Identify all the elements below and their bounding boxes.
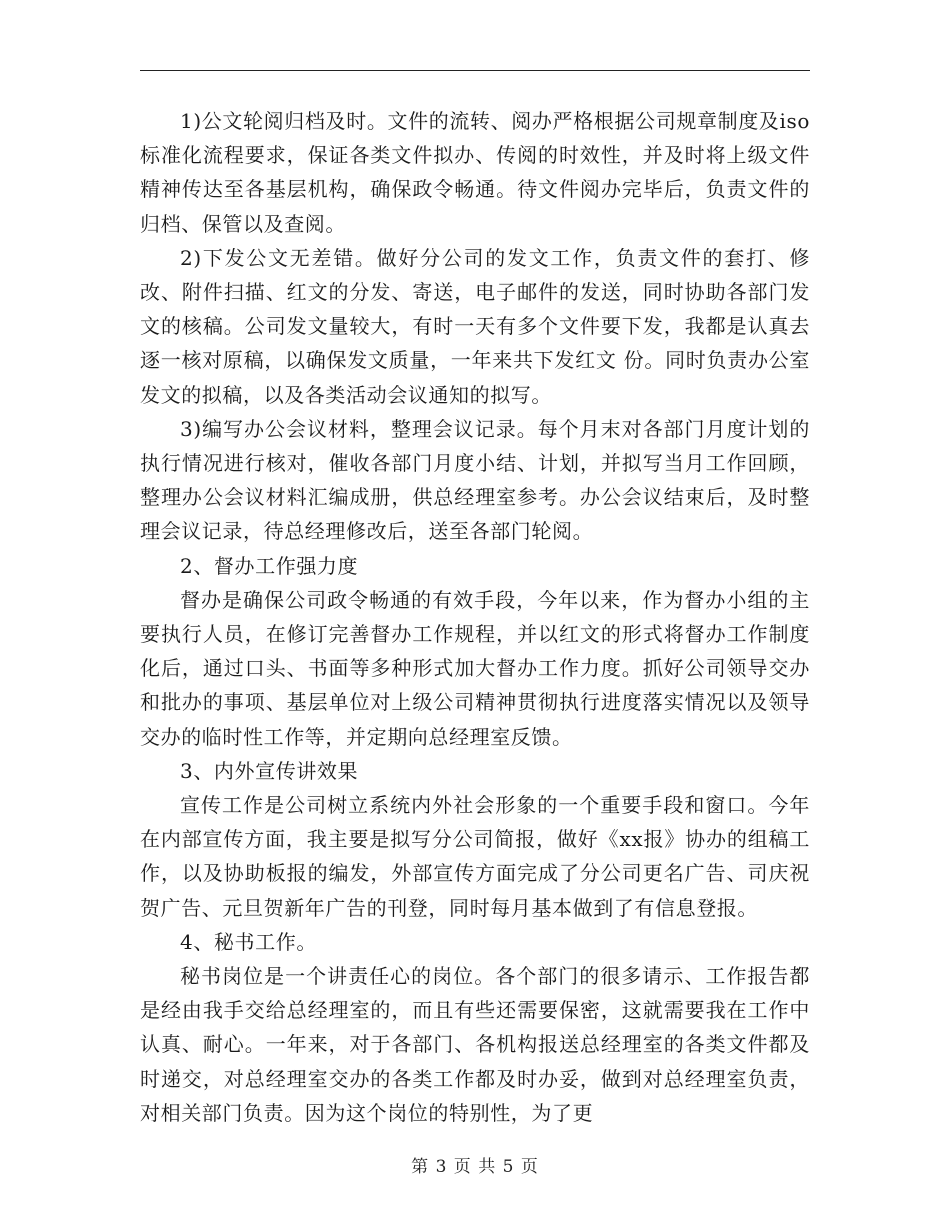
section-heading-publicity: 3、内外宣传讲效果 (180, 758, 359, 783)
section-heading-secretary: 4、秘书工作。 (180, 929, 317, 954)
paragraph-dispatch: 2)下发公文无差错。做好分公司的发文工作，负责文件的套打、修改、附件扫描、红文的分发、寄送，电子邮件的发送，同时协助各部门发文的核稿。公司发文量较大，有时一天有多个文件要下发，我都是认真去逐一核对原稿，以确保发文质量，一年来共下发红文 份。同时负责办公室发文的拟稿，以及各类活动会议通知的拟写。 (140, 245, 810, 407)
section-heading-supervision: 2、督办工作强力度 (180, 553, 359, 578)
header-rule (140, 70, 810, 71)
paragraph-secretary: 秘书岗位是一个讲责任心的岗位。各个部门的很多请示、工作报告都是经由我手交给总经理室的，而且有些还需要保密，这就需要我在工作中认真、耐心。一年来，对于各部门、各机构报送总经理室的各类文件都及时递交，对总经理室交办的各类工作都及时办妥，做到对总经理室负责，对相关部门负责。因为这个岗位的特别性，为了更 (140, 964, 810, 1125)
paragraph-archive: 1)公文轮阅归档及时。文件的流转、阅办严格根据公司规章制度及iso标准化流程要求，保证各类文件拟办、传阅的时效性，并及时将上级文件精神传达至各基层机构，确保政令畅通。待文件阅办完毕后，负责文件的归档、保管以及查阅。 (140, 109, 810, 236)
paragraph-supervision: 督办是确保公司政令畅通的有效手段，今年以来，作为督办小组的主要执行人员，在修订完善督办工作规程，并以红文的形式将督办工作制度化后，通过口头、书面等多种形式加大督办工作力度。抓好公司领导交办和批办的事项、基层单位对上级公司精神贯彻执行进度落实情况以及领导交办的临时性工作等，并定期向总经理室反馈。 (140, 587, 810, 749)
page-number-footer: 第 3 页 共 5 页 (411, 1157, 539, 1177)
paragraph-publicity: 宣传工作是公司树立系统内外社会形象的一个重要手段和窗口。今年在内部宣传方面，我主要是拟写分公司简报，做好《xx报》协办的组稿工作，以及协助板报的编发，外部宣传方面完成了分公司更名广告、司庆祝贺广告、元旦贺新年广告的刊登，同时每月基本做到了有信息登报。 (140, 793, 810, 920)
document-body (140, 104, 810, 1130)
paragraph-meeting: 3)编写办公会议材料，整理会议记录。每个月末对各部门月度计划的执行情况进行核对，催收各部门月度小结、计划，并拟写当月工作回顾，整理办公会议材料汇编成册，供总经理室参考。办公会议结束后，及时整理会议记录，待总经理修改后，送至各部门轮阅。 (140, 416, 810, 544)
